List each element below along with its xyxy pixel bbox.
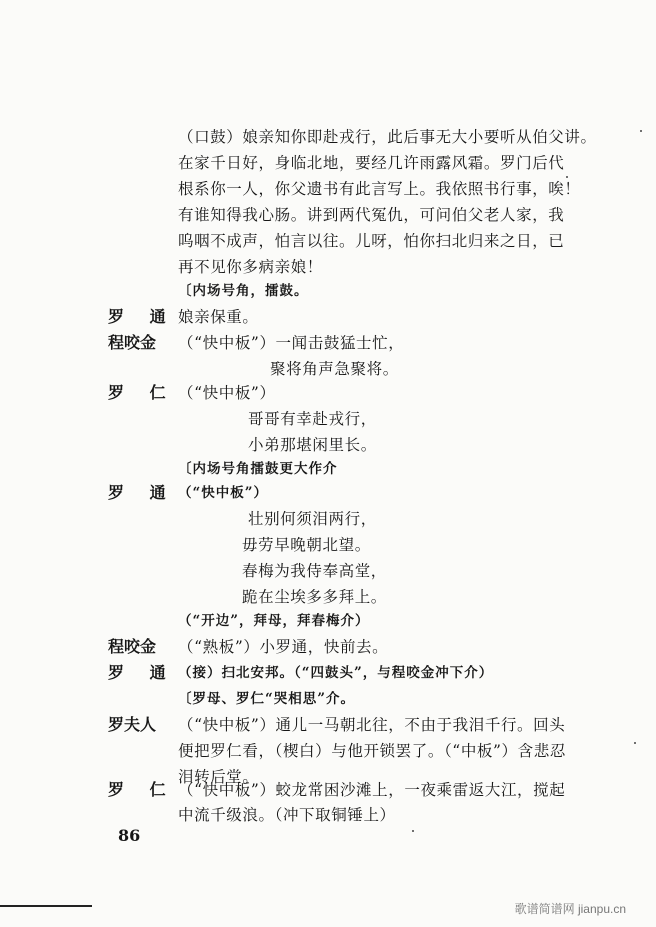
scan-edge-line [0,905,92,907]
verse-text: 毋劳早晚朝北望。 [242,536,371,554]
speaker-name: 罗 仁 [108,383,176,402]
dialogue-text: （“快中板”） [178,384,276,402]
stage-direction: 〔内场号角擂鼓更大作介 [178,461,338,477]
speaker-name: 罗 仁 [108,780,176,799]
watermark: 歌谱简谱网 jianpu.cn [514,902,626,916]
dialogue-text: （接）扫北安邦。（“四鼓头”，与程咬金冲下介） [178,665,494,681]
scan-speck [634,742,636,744]
speaker-name: 罗 通 [108,663,176,682]
scan-speck [640,130,642,132]
stage-direction: （“开边”，拜母，拜春梅介） [178,613,370,629]
speech-text: 在家千日好，身临北地，要经几许雨露风霜。罗门后代 [178,154,565,172]
speaker-name: 程咬金 [108,333,157,352]
scan-speck [412,830,414,832]
dialogue-text: （“快中板”）蛟龙常困沙滩上，一夜乘雷返大江，搅起 [178,781,566,799]
stage-direction: 〔罗母、罗仁“哭相思”介。 [178,691,356,707]
verse-text: 小弟那堪闲里长。 [248,436,377,454]
speech-text: （口鼓）娘亲知你即赴戎行，此后事无大小要听从伯父讲。 [178,128,597,146]
speaker-name: 罗 通 [108,307,176,326]
scan-speck [566,176,568,178]
verse-text: 跪在尘埃多多拜上。 [242,588,387,606]
verse-text: 壮别何须泪两行， [248,510,377,528]
dialogue-text: 泪转后堂。 [178,768,259,786]
speech-text: 再不见你多病亲娘！ [178,258,323,276]
dialogue-text: 便把罗仁看，（楔白）与他开锁罢了。（“中板”）含悲忍 [178,742,566,760]
page-number: 86 [118,826,141,845]
speaker-name: 程咬金 [108,637,157,656]
stage-direction: 〔内场号角，擂鼓。 [178,283,309,299]
verse-text: 聚将角声急聚将。 [270,360,399,378]
speech-text: 呜咽不成声，怕言以往。儿呀，怕你扫北归来之日，已 [178,232,565,250]
speech-text: 有谁知得我心肠。讲到两代冤仇，可问伯父老人家，我 [178,206,565,224]
dialogue-text: （“快中板”） [178,485,269,501]
verse-text: 春梅为我侍奉高堂， [242,562,387,580]
dialogue-text: （“快中板”）通儿一马朝北往，不由于我泪千行。回头 [178,716,566,734]
dialogue-text: （“熟板”）小罗通，快前去。 [178,638,389,656]
verse-text: 哥哥有幸赴戎行， [248,410,377,428]
speaker-name: 罗夫人 [108,715,157,734]
speaker-name: 罗 通 [108,483,176,502]
speech-text: 根系你一人，你父遗书有此言写上。我依照书行事，唉！ [178,180,581,198]
dialogue-text: 娘亲保重。 [178,308,259,326]
dialogue-text: 中流千级浪。（冲下取铜锤上） [178,806,396,824]
dialogue-text: （“快中板”）一闻击鼓猛士忙， [178,334,405,352]
